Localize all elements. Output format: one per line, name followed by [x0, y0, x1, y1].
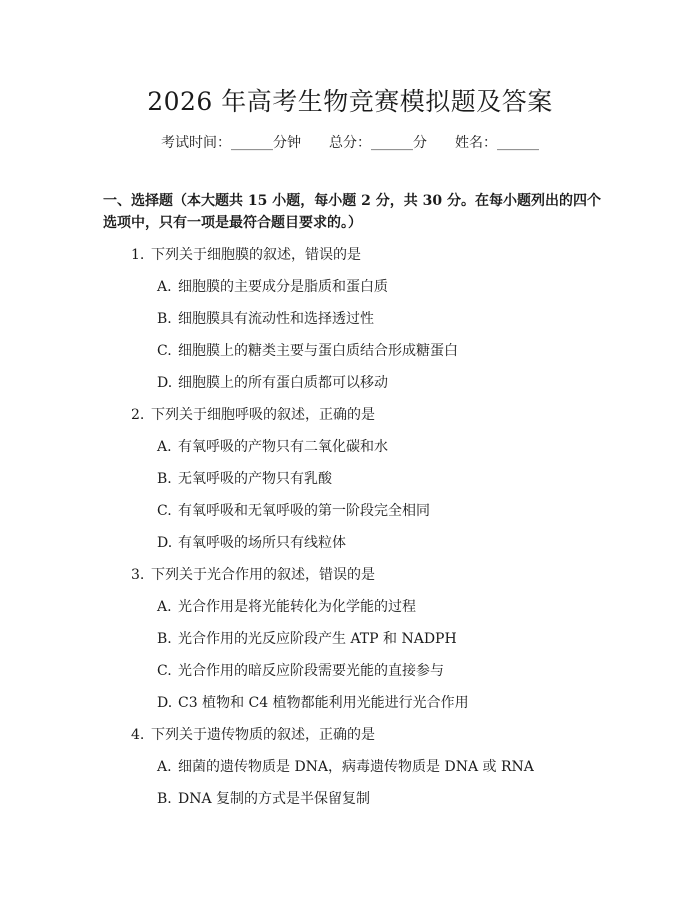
question-option	[157, 340, 458, 360]
question-option	[157, 660, 444, 680]
option-text: 细胞膜上的糖类主要与蛋白质结合形成糖蛋白	[178, 343, 458, 359]
question-option	[157, 788, 370, 808]
option-text: DNA 复制的方式是半保留复制	[178, 791, 371, 807]
question-option	[157, 756, 534, 776]
student-name-label: 姓名：______	[455, 135, 539, 151]
option-letter: C.	[157, 503, 172, 519]
option-text: 光合作用的暗反应阶段需要光能的直接参与	[178, 663, 444, 679]
question-text: 下列关于光合作用的叙述，错误的是	[151, 567, 375, 583]
question-number: 1.	[131, 247, 145, 263]
option-letter: B.	[157, 471, 172, 487]
exam-time-label: 考试时间：______分钟	[161, 135, 301, 151]
option-letter: D.	[157, 695, 173, 711]
option-letter: A.	[157, 279, 172, 295]
question-stem	[131, 564, 375, 584]
question-number: 4.	[131, 727, 145, 743]
question-option	[157, 372, 388, 392]
option-text: 细胞膜具有流动性和选择透过性	[178, 311, 374, 327]
question-text: 下列关于遗传物质的叙述，正确的是	[151, 727, 375, 743]
option-text: 光合作用是将光能转化为化学能的过程	[178, 599, 416, 615]
option-letter: D.	[157, 535, 173, 551]
option-letter: B.	[157, 791, 172, 807]
question-option	[157, 436, 388, 456]
question-number: 2.	[131, 407, 145, 423]
option-text: 光合作用的光反应阶段产生 ATP 和 NADPH	[178, 631, 457, 647]
option-text: 有氧呼吸的产物只有二氧化碳和水	[178, 439, 388, 455]
question-text: 下列关于细胞呼吸的叙述，正确的是	[151, 407, 375, 423]
question-option	[157, 276, 388, 296]
question-number: 3.	[131, 567, 145, 583]
option-text: C3 植物和 C4 植物都能利用光能进行光合作用	[178, 695, 469, 711]
question-stem	[131, 724, 375, 744]
question-option	[157, 308, 374, 328]
question-option	[157, 628, 457, 648]
option-letter: A.	[157, 439, 172, 455]
total-score-label: 总分：______分	[329, 135, 427, 151]
question-option	[157, 596, 416, 616]
option-text: 有氧呼吸和无氧呼吸的第一阶段完全相同	[178, 503, 430, 519]
option-letter: D.	[157, 375, 173, 391]
option-text: 无氧呼吸的产物只有乳酸	[178, 471, 332, 487]
option-text: 细胞膜的主要成分是脂质和蛋白质	[178, 279, 388, 295]
option-letter: C.	[157, 343, 172, 359]
option-letter: B.	[157, 311, 172, 327]
section-heading: 一、选择题（本大题共 15 小题，每小题 2 分，共 30 分。在每小题列出的四个选项中，只有一项是最符合题目要求的。）	[103, 193, 601, 231]
question-option	[157, 532, 346, 552]
question-option	[157, 468, 332, 488]
option-letter: A.	[157, 759, 172, 775]
question-stem	[131, 404, 375, 424]
question-option	[157, 692, 469, 712]
exam-meta	[0, 132, 700, 152]
option-letter: C.	[157, 663, 172, 679]
question-stem	[131, 244, 361, 264]
option-text: 细胞膜上的所有蛋白质都可以移动	[178, 375, 388, 391]
question-option	[157, 500, 430, 520]
option-letter: B.	[157, 631, 172, 647]
page-title: 2026 年高考生物竞赛模拟题及答案	[147, 87, 553, 116]
option-text: 细菌的遗传物质是 DNA，病毒遗传物质是 DNA 或 RNA	[178, 759, 534, 775]
question-text: 下列关于细胞膜的叙述，错误的是	[151, 247, 361, 263]
option-text: 有氧呼吸的场所只有线粒体	[178, 535, 346, 551]
option-letter: A.	[157, 599, 172, 615]
